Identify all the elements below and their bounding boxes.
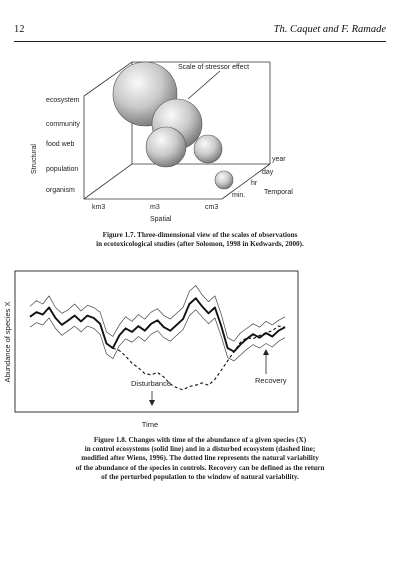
x-tick-km3: km3 bbox=[92, 204, 106, 211]
running-head: Th. Caquet and F. Ramade bbox=[273, 24, 386, 35]
z-tick-year: year bbox=[272, 156, 286, 163]
x-tick-cm3: cm3 bbox=[205, 204, 219, 211]
z-tick-day: day bbox=[262, 169, 274, 176]
header-rule bbox=[14, 41, 386, 42]
recovery-arrowhead bbox=[263, 349, 269, 355]
caption-line: in ecotoxicological studies (after Solomon, 1998 in Kedwards, 2000). bbox=[96, 240, 304, 249]
y-axis-title: Structural bbox=[31, 144, 38, 174]
sphere-tiny bbox=[215, 171, 233, 189]
caption-line: Figure 1.7. Three-dimensional view of the scales of observations bbox=[102, 231, 298, 239]
caption-line: Figure 1.8. Changes with time of the abundance of a given species (X) bbox=[93, 436, 307, 444]
disturbance-label: Disturbance bbox=[131, 379, 172, 388]
z-tick-min: min. bbox=[232, 192, 246, 199]
figure-1-8-chart bbox=[0, 258, 400, 434]
y-axis-title: Abundance of species X bbox=[3, 301, 12, 383]
series-line-solid bbox=[30, 298, 285, 351]
y-level-ecosystem: ecosystem bbox=[46, 97, 80, 104]
caption-line: of the abundance of the species in controls. Recovery can be defined as the return bbox=[75, 463, 325, 472]
x-axis-title: Spatial bbox=[150, 216, 172, 223]
series-line-dotted-upper bbox=[30, 286, 285, 342]
sphere-small bbox=[194, 135, 222, 163]
recovery-label: Recovery bbox=[255, 376, 287, 385]
caption-line: of the perturbed population to the window of natural variability. bbox=[101, 472, 299, 481]
annotation-pointer bbox=[188, 71, 220, 99]
series-line-dotted-lower bbox=[30, 310, 285, 361]
caption-line: modified after Wiens, 1996). The dotted line represents the natural variability bbox=[81, 454, 319, 463]
x-axis-title: Time bbox=[141, 420, 159, 429]
z-axis-title: Temporal bbox=[264, 189, 293, 196]
z-tick-hr: hr bbox=[251, 180, 258, 187]
series-layer bbox=[30, 286, 285, 390]
figure-1-7-caption bbox=[20, 231, 380, 249]
sphere-medium bbox=[146, 127, 186, 167]
caption-line: in control ecosystems (solid line) and in a disturbed ecosystem (dashed line; bbox=[84, 445, 316, 454]
y-level-population: population bbox=[46, 166, 79, 173]
y-level-organism: organism bbox=[46, 187, 75, 194]
chart-frame bbox=[15, 271, 298, 412]
annotation-label: Scale of stressor effect bbox=[178, 64, 250, 71]
disturbance-arrowhead bbox=[149, 400, 155, 406]
x-tick-m3: m3 bbox=[150, 204, 160, 211]
figure-1-7-diagram bbox=[0, 44, 400, 224]
y-level-community: community bbox=[46, 121, 80, 128]
page-header bbox=[14, 24, 386, 40]
scale-spheres bbox=[113, 62, 233, 189]
y-level-food-web: food web bbox=[46, 141, 75, 148]
figure-1-8-caption bbox=[12, 436, 388, 482]
page-number: 12 bbox=[14, 24, 25, 35]
